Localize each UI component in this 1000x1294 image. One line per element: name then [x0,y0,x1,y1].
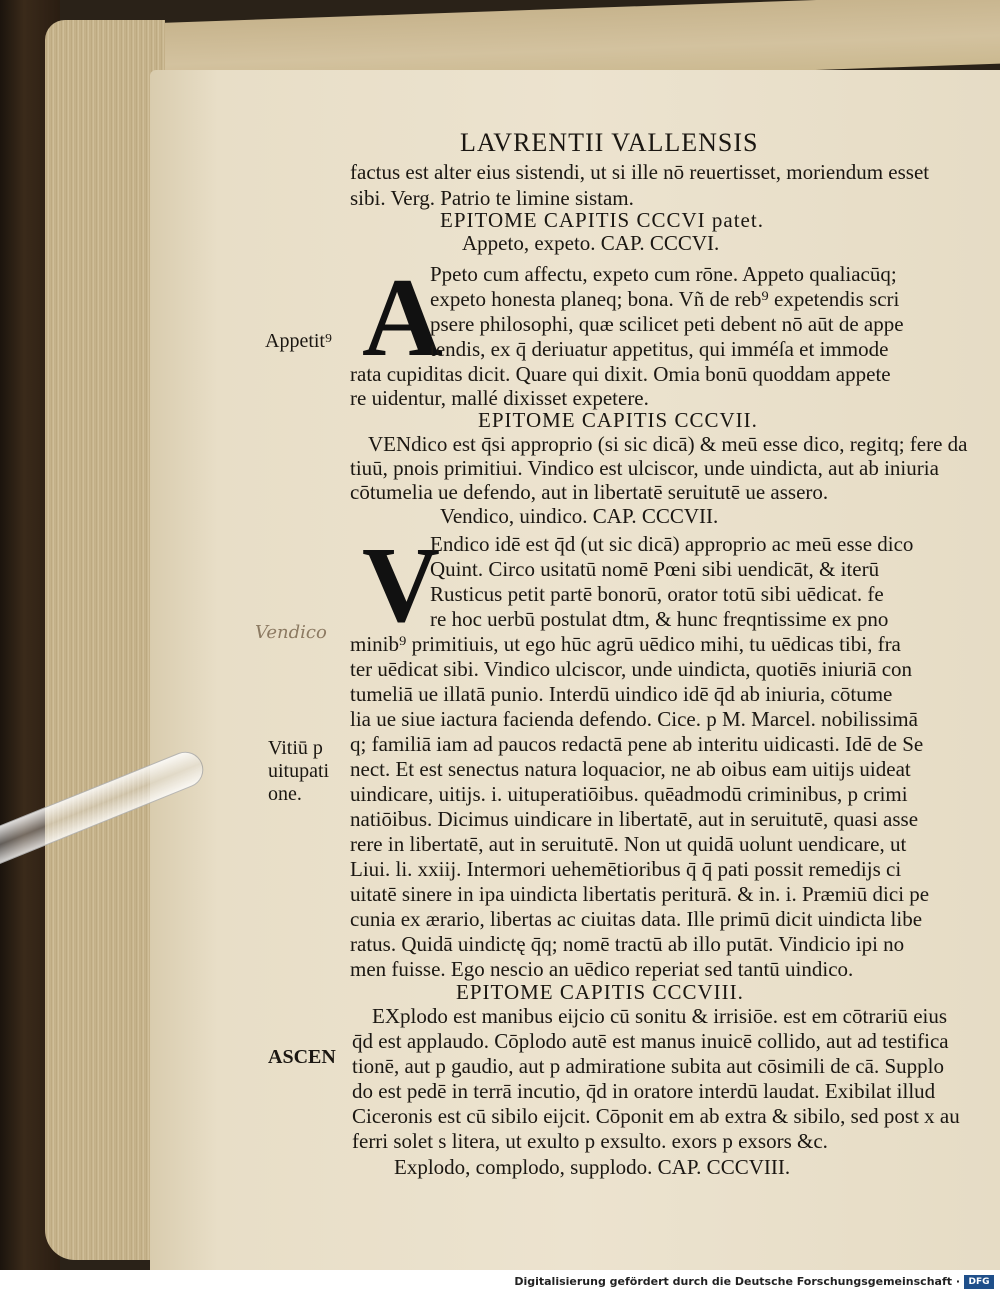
dfg-logo: DFG [964,1275,994,1289]
text-line-6: expeto honesta planeq; bona. Vñ de reb⁹ expetendis scri [430,287,900,311]
text-line-39: Ciceronis est cū sibilo eijcit. Cōponit em ab extra & sibilo, sed post x au [352,1104,960,1128]
text-line-17: Quint. Circo usitatū nomē Pœni sibi uendicāt, & iterū [430,557,880,581]
text-line-23: lia ue siue iactura facienda defendo. Cice. p M. Marcel. nobilissimā [350,707,918,731]
page-edges [45,20,165,1260]
text-line-35: EXplodo est manibus eijcio cū sonitu & irrisiōe. est em cōtrariū eius [372,1004,948,1028]
margin-note-vitium-2: uitupati [268,760,330,782]
text-line-20: minib⁹ primitiuis, ut ego hūc agrū uēdico mihi, tu uēdicas tibi, fra [350,632,901,656]
handwritten-note: Vendico [255,622,327,643]
margin-note-appetitus: Appetit⁹ [265,330,332,352]
text-line-22: tumeliā ue illatā punio. Interdū uindico idē q̄d ab iniuria, cōtume [350,682,893,706]
running-head: LAVRENTII VALLENSIS [460,128,759,157]
text-line-18: Rusticus petit partē bonorū, orator totū sibi uēdicat. fe [430,582,884,606]
text-line-24: q; familiā iam ad paucos redactā pene ab interitu uidicasti. Idē de Se [350,732,924,756]
text-line-37: tionē, aut p gaudio, aut p admiratione subita aut cōsimili de cā. Supplo [352,1054,944,1078]
text-line-2: sibi. Verg. Patrio te limine sistam. [350,186,634,210]
text-line-25: nect. Et est senectus natura loquacior, ne ab oibus eam uitijs uideat [350,757,911,781]
text-line-33: men fuisse. Ego nescio an uēdico reperiat sed tantū uindico. [350,957,854,981]
text-line-40: ferri solet s litera, ut exulto p exsulto. exors p exsors &c. [352,1129,828,1153]
drop-cap-a: A [362,256,443,380]
chapter-title-308: Explodo, complodo, supplodo. CAP. CCCVIII. [394,1155,791,1179]
text-line-30: uitatē sinere in ipa uindicta libertatis periturā. & in. i. Præmiū dici pe [350,882,930,906]
footer-bar [0,1272,1000,1294]
text-line-21: ter uēdicat sibi. Vindico ulciscor, unde uindicta, quotiēs iniuriā con [350,657,913,681]
text-line-36: q̄d est applaudo. Cōplodo autē est manus inuicē collido, aut ad testifica [352,1029,949,1053]
text-line-7: psere philosophi, quæ scilicet peti debent nō aūt de appe [430,312,904,336]
text-line-28: rere in libertatē, aut in seruitutē. Non ut quidā uolunt uendicare, ut [350,832,907,856]
drop-cap-v: V [362,526,440,645]
text-line-8: tendis, ex q̄ deriuatur appetitus, qui imméſa et immode [430,337,889,361]
text-line-29: Liui. li. xxiij. Intermori uehemētioribus q̄ q̄ pati possit remedijs ci [350,857,902,881]
epitome-heading-307: EPITOME CAPITIS CCCVII. [478,408,758,432]
text-line-1: factus est alter eius sistendi, ut si ille nō reuertisset, moriendum esset [350,160,930,184]
text-line-19: re hoc uerbū postulat dtm, & hunc freqntissime ex pno [430,607,889,631]
text-line-9: rata cupiditas dicit. Quare qui dixit. Omia bonū quoddam appete [350,362,891,386]
text-line-13: tiuū, pnois primitiui. Vindico est ulciscor, unde uindicta, aut ab iniuria [350,456,939,480]
text-line-38: do est pedē in terrā incutio, q̄d in oratore interdū laudat. Exibilat illud [352,1079,936,1103]
text-line-32: ratus. Quidā uindictę q̄q; nomē tractū ab illo putāt. Vindicio ipi no [350,932,905,956]
funding-credit: Digitalisierung gefördert durch die Deutsche Forschungsgemeinschaft · [514,1275,960,1288]
text-line-26: uindicare, uitijs. i. uituperatiōibus. quēadmodū criminibus, p crimi [350,782,908,806]
margin-note-ascen: ASCEN [268,1046,336,1068]
text-line-27: natiōibus. Dicimus uindicare in libertatē, aut in seruitutē, quasi asse [350,807,919,831]
text-line-31: cunia ex ærario, libertas ac ciuitas data. Ille primū dicit uindicta libe [350,907,923,931]
text-line-14: cōtumelia ue defendo, aut in libertatē seruitutē ue assero. [350,480,829,504]
chapter-title-306: Appeto, expeto. CAP. CCCVI. [462,231,720,255]
text-line-16: Endico idē est q̄d (ut sic dicā) approprio ac meū esse dico [430,532,914,556]
margin-note-vitium-1: Vitiū p [268,737,323,759]
text-line-10: re uidentur, mallé dixisset expetere. [350,386,649,410]
epitome-heading-308: EPITOME CAPITIS CCCVIII. [456,980,744,1004]
epitome-heading-306: EPITOME CAPITIS CCCVI patet. [440,208,764,232]
margin-note-vitium-3: one. [268,783,302,805]
text-line-5: Ppeto cum affectu, expeto cum rōne. Appeto qualiacūq; [430,262,897,286]
text-line-12: VENdico est q̄si approprio (si sic dicā) & meū esse dico, regitq; fere da [368,432,968,456]
chapter-title-307: Vendico, uindico. CAP. CCCVII. [440,504,719,528]
